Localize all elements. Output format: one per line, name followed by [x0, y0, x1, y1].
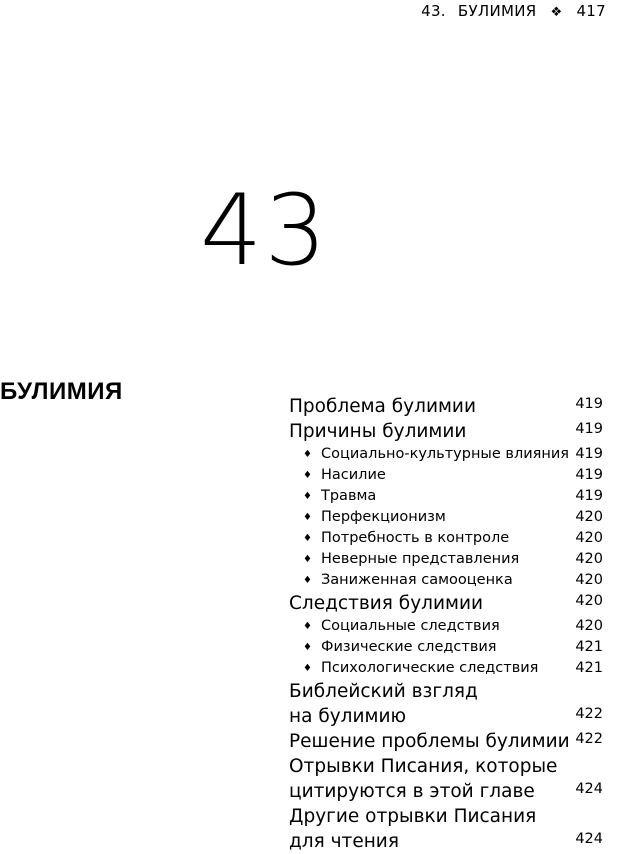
bullet-icon: ♦ [303, 642, 312, 653]
toc-entry-title [289, 679, 605, 729]
toc-entry-title-line: Библейский взгляд [289, 681, 478, 702]
bullet-icon: ♦ [303, 554, 312, 565]
toc-page-number: 419 [575, 446, 603, 462]
header-page-number: 417 [576, 2, 606, 20]
toc-entry-title-line: Неверные представления [321, 551, 520, 567]
bullet-icon: ♦ [303, 449, 312, 460]
toc-page-number: 420 [575, 572, 603, 588]
toc-entry [289, 419, 605, 444]
bullet-icon: ♦ [303, 491, 312, 502]
toc-entry-title [289, 394, 605, 419]
toc-entry-title-line: Психологические следствия [321, 660, 539, 676]
toc-entry-title-line: Потребность в контроле [321, 530, 510, 546]
toc-entry-title-line: Перфекционизм [321, 509, 446, 525]
toc-entry [289, 729, 605, 754]
toc-entry-title [289, 591, 605, 616]
toc-entry-title-line: Социальные следствия [321, 618, 500, 634]
toc-page-number: 422 [575, 706, 603, 722]
toc-entry-title-line: на булимию [289, 706, 407, 727]
toc-entry-title-line: цитируются в этой главе [289, 781, 535, 802]
header-diamond-icon: ❖ [550, 5, 563, 20]
toc-entry-title-line: Заниженная самооценка [321, 572, 513, 588]
toc-page-number: 420 [575, 593, 603, 609]
bullet-icon: ♦ [303, 512, 312, 523]
toc-entry-title-line: для чтения [289, 831, 399, 852]
toc-subentry [289, 465, 605, 486]
bullet-icon: ♦ [303, 621, 312, 632]
bullet-icon: ♦ [303, 533, 312, 544]
toc-entry-title [321, 639, 497, 655]
toc-subentry [289, 528, 605, 549]
toc-entry-title-line: Травма [321, 488, 377, 504]
toc-entry-title-line: Насилие [321, 467, 386, 483]
toc-entry-title [321, 488, 376, 504]
toc-page-number: 419 [575, 488, 603, 504]
chapter-title: БУЛИМИЯ [0, 378, 123, 405]
toc-page-number: 420 [575, 551, 603, 567]
chapter-number: 43 [200, 174, 329, 288]
toc-entry-title [289, 804, 605, 854]
toc-entry-title [321, 551, 519, 567]
toc-entry [289, 754, 605, 804]
toc-entry-title [289, 419, 605, 444]
toc-page-number: 424 [575, 781, 603, 797]
toc-page-number: 421 [575, 639, 603, 655]
toc-entry [289, 804, 605, 854]
toc-entry-title [321, 572, 513, 588]
toc-entry-title [321, 509, 446, 525]
toc-page-number: 420 [575, 509, 603, 525]
toc-page-number: 419 [575, 421, 603, 437]
toc-entry-title-line: Следствия булимии [289, 593, 484, 614]
toc-entry-title [289, 754, 605, 804]
toc-entry-title [321, 446, 569, 462]
toc-entry-title [321, 660, 538, 676]
toc-page-number: 419 [575, 467, 603, 483]
bullet-icon: ♦ [303, 575, 312, 586]
table-of-contents [289, 394, 605, 854]
toc-entry-title-line: Причины булимии [289, 421, 467, 442]
toc-page-number: 420 [575, 618, 603, 634]
header-chapter-title: БУЛИМИЯ [457, 2, 537, 20]
toc-subentry [289, 637, 605, 658]
toc-subentry [289, 507, 605, 528]
toc-entry-title-line: Другие отрывки Писания [289, 806, 537, 827]
toc-entry-title-line: Социально-культурные влияния [321, 446, 570, 462]
toc-entry [289, 679, 605, 729]
toc-page-number: 420 [575, 530, 603, 546]
toc-entry-title [289, 729, 605, 754]
header-chapter-number: 43. [421, 2, 446, 20]
toc-entry-title [321, 467, 386, 483]
toc-subentry [289, 616, 605, 637]
toc-subentry [289, 444, 605, 465]
toc-entry-title-line: Решение проблемы булимии [289, 731, 570, 752]
toc-entry-title-line: Проблема булимии [289, 396, 476, 417]
toc-entry-title [321, 530, 509, 546]
toc-subentry [289, 570, 605, 591]
bullet-icon: ♦ [303, 470, 312, 481]
toc-page-number: 424 [575, 831, 603, 847]
toc-page-number: 421 [575, 660, 603, 676]
toc-entry [289, 591, 605, 616]
toc-entry-title-line: Отрывки Писания, которые [289, 756, 558, 777]
toc-entry-title-line: Физические следствия [321, 639, 497, 655]
toc-entry [289, 394, 605, 419]
running-header [421, 2, 606, 20]
toc-page-number: 419 [575, 396, 603, 412]
toc-entry-title [321, 618, 500, 634]
toc-subentry [289, 549, 605, 570]
bullet-icon: ♦ [303, 663, 312, 674]
toc-page-number: 422 [575, 731, 603, 747]
toc-subentry [289, 658, 605, 679]
toc-subentry [289, 486, 605, 507]
